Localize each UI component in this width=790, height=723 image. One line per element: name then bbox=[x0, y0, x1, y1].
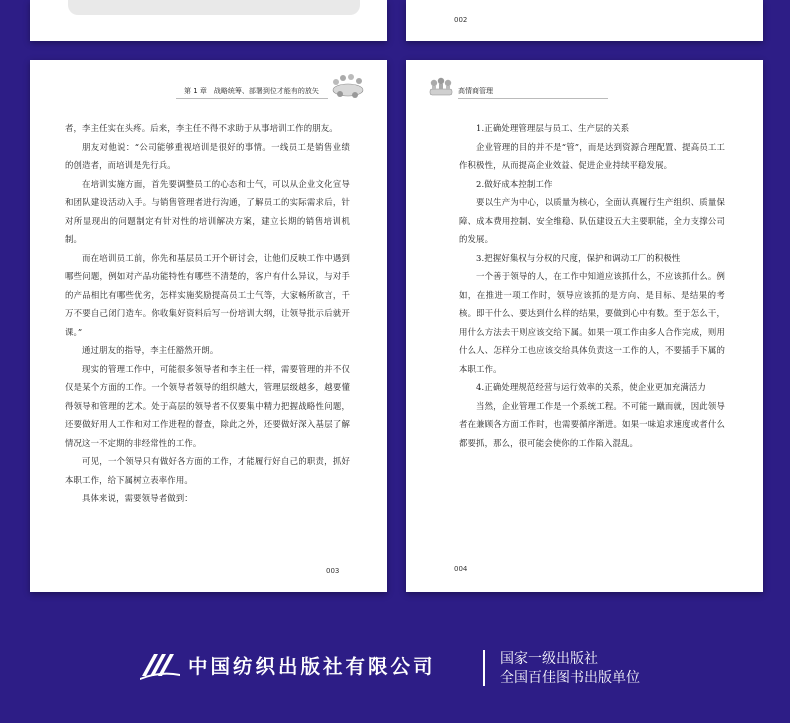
paragraph: 可见，一个领导只有做好各方面的工作，才能履行好自己的职责，抓好本职工作，给下属树立表率作用。 bbox=[65, 456, 350, 485]
page-number: 002 bbox=[454, 16, 468, 24]
previous-left-page bbox=[30, 0, 387, 41]
paragraph: 在培训实施方面，首先要调整员工的心态和士气，可以从企业文化宣导和团队建设活动入手。与销售管理者进行沟通，了解员工的实际需求后，针对所显现出的问题制定有针对性的培训解决方案，建立长期的销售培训机制。 bbox=[65, 178, 350, 244]
page-004 bbox=[406, 60, 763, 592]
head-rule bbox=[458, 98, 608, 99]
publisher-tagline-2: 全国百佳图书出版单位 bbox=[500, 670, 640, 686]
head-rule bbox=[176, 98, 328, 99]
paragraph: 朋友对他说：“公司能够重视培训是很好的事情。一线员工是销售业绩的创造者，而培训是先行兵。 bbox=[65, 141, 350, 170]
section-heading: 1.正确处理管理层与员工、生产层的关系 bbox=[476, 123, 630, 133]
meeting-people-icon bbox=[426, 75, 456, 101]
publisher-logo-icon bbox=[140, 650, 180, 682]
paragraph: 一个善于领导的人，在工作中知道应该抓什么，不应该抓什么。例如，在推进一项工作时，领导应该抓的是方向、是目标、是结果的考核。即干什么、要达到什么样的结果，要做到心中有数。至于怎么干，用什么方法去干则应该交给下属。如果一项工作由多人合作完成，则用什么人、怎样分工也应该交给具体负责这一工作的人，不要插手下属的本职工作。 bbox=[459, 271, 725, 374]
page-number: 003 bbox=[326, 567, 340, 575]
publisher-tagline-1: 国家一级出版社 bbox=[500, 651, 598, 667]
publisher-name: 中国纺织出版社有限公司 bbox=[188, 655, 436, 678]
section-heading: 4.正确处理规范经营与运行效率的关系，使企业更加充满活力 bbox=[476, 382, 706, 392]
paragraph: 要以生产为中心，以质量为核心，全面认真履行生产组织、质量保障、成本费用控制、安全维稳、队伍建设五大主要职能，全力支撑公司的发展。 bbox=[459, 197, 725, 244]
grey-callout-box bbox=[68, 0, 360, 15]
body-text bbox=[65, 119, 350, 508]
paragraph: 当然，企业管理工作是一个系统工程。不可能一蹴而就，因此领导者在兼顾各方面工作时，也需要循序渐进。如果一味追求速度或者什么都要抓，那么，很可能会使你的工作陷入混乱。 bbox=[459, 400, 725, 448]
body-text bbox=[459, 119, 725, 452]
paragraph: 具体来说，需要领导者做到： bbox=[82, 493, 193, 503]
paragraph: 通过朋友的指导，李主任豁然开朗。 bbox=[82, 345, 219, 355]
section-heading: 3.把握好集权与分权的尺度，保护和调动工厂的积极性 bbox=[476, 252, 681, 263]
footer-divider bbox=[483, 650, 485, 686]
page-number: 004 bbox=[454, 565, 468, 573]
paragraph: 企业管理的目的并不是“管”，而是达到资源合理配置、提高员工工作积极性，从而提高企业效益、促进企业持续平稳发展。 bbox=[459, 141, 725, 170]
book-running-head: 高情商管理 bbox=[458, 87, 493, 95]
paragraph: 现实的管理工作中，可能很多领导者和李主任一样，需要管理的并不仅仅是某个方面的工作。一个领导者领导的组织越大，管理层级越多，越要懂得领导和管理的艺术。处于高层的领导者不仅要集中精力把握战略性问题，还要做好用人工作和对工作进程的督查，除此之外，还要做好深入基层了解情况这一不定期的非经常性的工作。 bbox=[65, 363, 350, 448]
section-heading: 2.做好成本控制工作 bbox=[476, 178, 553, 189]
meeting-table-icon bbox=[330, 72, 366, 100]
paragraph: 者，李主任实在头疼。后来，李主任不得不求助于从事培训工作的朋友。 bbox=[65, 123, 338, 133]
paragraph: 而在培训员工前，你先和基层员工开个研讨会，让他们反映工作中遇到哪些问题，例如对产品功能特性有哪些不清楚的，客户有什么异议，与对手的产品相比有哪些优劣，怎样实施奖励提高员工士气等，大家畅所欲言，千万不要自己闭门造车。你收集好资料后写一份培训大纲，让领导批示后就开课。” bbox=[65, 252, 350, 337]
page-003 bbox=[30, 60, 387, 592]
chapter-running-head: 第 1 章 战略统筹、部署到位才能有的放矢 bbox=[184, 87, 319, 95]
previous-right-page bbox=[406, 0, 763, 41]
